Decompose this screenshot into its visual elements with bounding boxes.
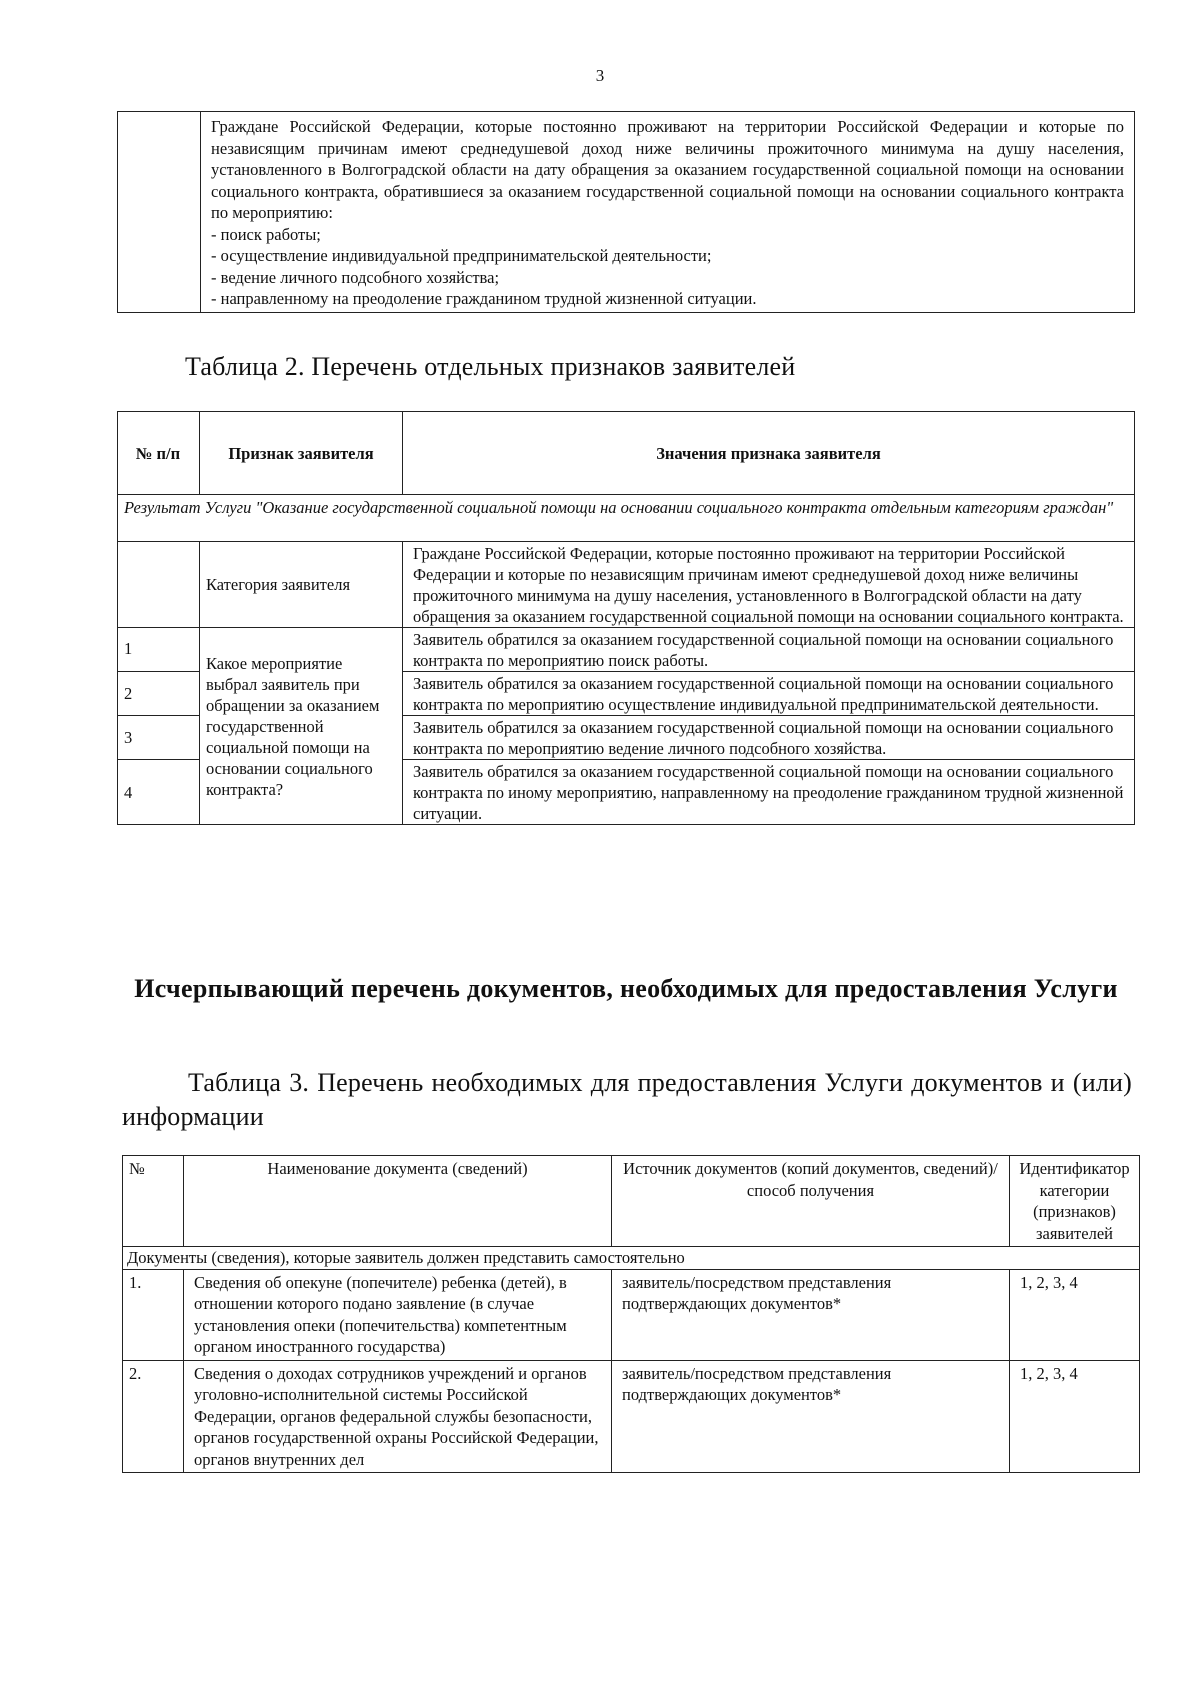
measure-item: - поиск работы; — [211, 224, 321, 244]
result-cell: Результат Услуги "Оказание государственной социальной помощи на основании социального контракта отдельным категориям граждан" — [118, 495, 1135, 542]
table2-caption: Таблица 2. Перечень отдельных признаков заявителей — [185, 352, 796, 381]
applicant-categories-continuation-table — [117, 111, 1135, 313]
table-row — [123, 1360, 1140, 1473]
category-value-cell: Граждане Российской Федерации, которые постоянно проживают на территории Российской Федерации и которые по независящим причинам имеют среднедушевой доход ниже величины прожиточного минимума на душу населения, установленного в Волгоградской области на дату обращения за оказанием государственной социальной помощи на основании социального контракта. — [403, 542, 1135, 628]
result-row — [118, 495, 1135, 542]
section-cell: Документы (сведения), которые заявитель должен представить самостоятельно — [123, 1247, 1140, 1270]
number-cell: 3 — [118, 716, 200, 760]
table-header-row — [123, 1156, 1140, 1247]
source-cell: заявитель/посредством представления подтверждающих документов* — [612, 1360, 1010, 1473]
table-row — [118, 628, 1135, 672]
value-cell: Заявитель обратился за оказанием государственной социальной помощи на основании социального контракта по мероприятию осуществление индивидуальной предпринимательской деятельности. — [403, 672, 1135, 716]
value-cell: Заявитель обратился за оказанием государственной социальной помощи на основании социального контракта по иному мероприятию, направленному на преодоление гражданином трудной жизненной ситуации. — [403, 760, 1135, 825]
table-header-row — [118, 412, 1135, 495]
header-value: Значения признака заявителя — [403, 412, 1135, 495]
number-cell — [118, 542, 200, 628]
measure-item: - направленному на преодоление гражданином трудной жизненной ситуации. — [211, 289, 757, 308]
identifier-cell: 1, 2, 3, 4 — [1010, 1360, 1140, 1473]
document-name-cell: Сведения о доходах сотрудников учреждений и органов уголовно-исполнительной системы Российской Федерации, органов федеральной службы безопасности, органов государственной охраны Российской Федерации, органов внутренних дел — [184, 1360, 612, 1473]
category-label-cell: Категория заявителя — [200, 542, 403, 628]
table-row — [118, 112, 1135, 313]
header-sign: Признак заявителя — [200, 412, 403, 495]
applicant-category-cell — [201, 112, 1135, 313]
value-cell: Заявитель обратился за оказанием государственной социальной помощи на основании социального контракта по мероприятию поиск работы. — [403, 628, 1135, 672]
category-text: Граждане Российской Федерации, которые постоянно проживают на территории Российской Федерации и которые по независящим причинам имеют среднедушевой доход ниже величины прожиточного минимума на душу населения, установленного в Волгоградской области на дату обращения за оказанием государственной социальной помощи на основании социального контракта, обратившиеся за оказанием государственной социальной помощи на основании социального контракта по мероприятию: — [211, 117, 1124, 222]
number-cell: 2 — [118, 672, 200, 716]
number-cell: 4 — [118, 760, 200, 825]
required-documents-table — [122, 1155, 1140, 1473]
source-cell: заявитель/посредством представления подтверждающих документов* — [612, 1269, 1010, 1360]
table-row — [123, 1269, 1140, 1360]
header-identifier: Идентификатор категории (признаков) заявителей — [1010, 1156, 1140, 1247]
number-cell: 1 — [118, 628, 200, 672]
applicant-signs-table — [117, 411, 1135, 825]
empty-cell — [118, 112, 201, 313]
header-number: № п/п — [118, 412, 200, 495]
measure-item: - осуществление индивидуальной предпринимательской деятельности; — [211, 246, 712, 265]
identifier-cell: 1, 2, 3, 4 — [1010, 1269, 1140, 1360]
section-heading: Исчерпывающий перечень документов, необходимых для предоставления Услуги — [134, 974, 1118, 1003]
header-document-name: Наименование документа (сведений) — [184, 1156, 612, 1247]
page-number: 3 — [595, 66, 605, 85]
table3-caption: Таблица 3. Перечень необходимых для предоставления Услуги документов и (или) информации — [122, 1068, 1132, 1131]
header-source: Источник документов (копий документов, сведений)/способ получения — [612, 1156, 1010, 1247]
document-name-cell: Сведения об опекуне (попечителе) ребенка (детей), в отношении которого подано заявление (в случае установления опеки (попечительства) компетентным органом иностранного государства) — [184, 1269, 612, 1360]
question-cell: Какое мероприятие выбрал заявитель при обращении за оказанием государственной социальной помощи на основании социального контракта? — [200, 628, 403, 825]
section-row — [123, 1247, 1140, 1270]
measure-item: - ведение личного подсобного хозяйства; — [211, 267, 500, 287]
number-cell: 1. — [123, 1269, 184, 1360]
header-number: № — [123, 1156, 184, 1247]
number-cell: 2. — [123, 1360, 184, 1473]
value-cell: Заявитель обратился за оказанием государственной социальной помощи на основании социального контракта по мероприятию ведение личного подсобного хозяйства. — [403, 716, 1135, 760]
table-row — [118, 542, 1135, 628]
